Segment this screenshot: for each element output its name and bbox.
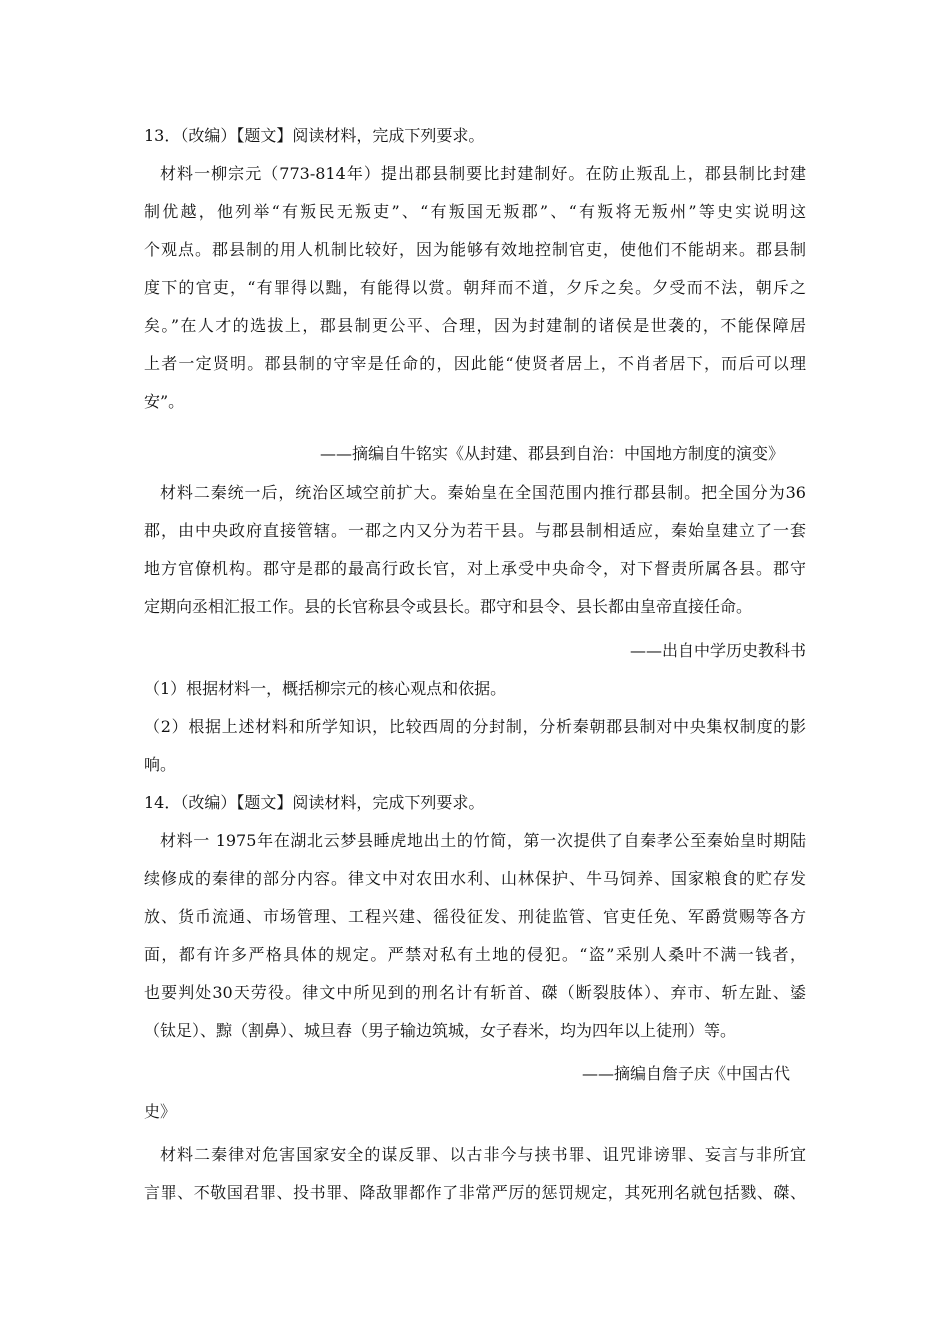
q14-material1-line: （钛足）、黥（割鼻）、城旦舂（男子输边筑城，女子舂米，均为四年以上徒刑）等。	[144, 1021, 737, 1040]
q14-material1-source: ——摘编自詹子庆《中国古代	[581, 1064, 790, 1083]
q13-material1-line: 度下的官吏，“有罪得以黜，有能得以赏。朝拜而不道，夕斥之矣。夕受而不法，朝斥之	[144, 278, 806, 297]
q13-material1-line: 制优越，他列举“有叛民无叛吏”、“有叛国无叛郡”、“有叛将无叛州”等史实说明这	[144, 202, 806, 221]
q13-material2-line: 地方官僚机构。郡守是郡的最高行政长官，对上承受中央命令，对下督责所属各县。郡守	[144, 559, 806, 578]
q13-material1-source: ——摘编自牛铭实《从封建、郡县到自治：中国地方制度的演变》	[320, 444, 785, 463]
q13-subquestion-1: （1）根据材料一，概括柳宗元的核心观点和依据。	[144, 679, 507, 698]
q13-material1-line: 个观点。郡县制的用人机制比较好，因为能够有效地控制官吏，使他们不能胡来。郡县制	[144, 240, 806, 259]
q14-material1-line: 面，都有许多严格具体的规定。严禁对私有土地的侵犯。“盗”采别人桑叶不满一钱者，	[144, 945, 806, 964]
q13-material2-source: ——出自中学历史教科书	[629, 641, 806, 660]
q13-material2-line: 材料二秦统一后，统治区域空前扩大。秦始皇在全国范围内推行郡县制。把全国分为36	[160, 483, 806, 502]
q13-material1-line: 安”。	[144, 392, 185, 411]
q14-material2-line: 材料二秦律对危害国家安全的谋反罪、以古非今与挟书罪、诅咒诽谤罪、妄言与非所宜	[160, 1145, 806, 1164]
q14-material1-source-cont: 史》	[144, 1102, 177, 1121]
q13-material1-line: 材料一柳宗元（773-814年）提出郡县制要比封建制好。在防止叛乱上，郡县制比封建	[160, 164, 806, 183]
q13-subquestion-2: （2）根据上述材料和所学知识，比较西周的分封制，分析秦朝郡县制对中央集权制度的影	[144, 717, 806, 736]
question-14-title: 14．（改编）【题文】阅读材料，完成下列要求。	[144, 793, 485, 812]
q14-material2-line: 言罪、不敬国君罪、投书罪、降敌罪都作了非常严厉的惩罚规定，其死刑名就包括戮、磔、	[144, 1183, 806, 1202]
q13-material1-line: 矣。”在人才的选拔上，郡县制更公平、合理，因为封建制的诸侯是世袭的，不能保障居	[144, 316, 806, 335]
q14-material1-line: 也要判处30天劳役。律文中所见到的刑名计有斩首、磔（断裂肢体）、弃市、斩左趾、鋈	[144, 983, 806, 1002]
question-13-title: 13．（改编）【题文】阅读材料，完成下列要求。	[144, 126, 485, 145]
q13-subquestion-2-cont: 响。	[144, 755, 177, 774]
q14-material1-line: 材料一 1975年在湖北云梦县睡虎地出土的竹简，第一次提供了自秦孝公至秦始皇时期陆	[160, 831, 806, 850]
q13-material1-line: 上者一定贤明。郡县制的守宰是任命的，因此能“使贤者居上，不肖者居下，而后可以理	[144, 354, 806, 373]
q14-material1-line: 续修成的秦律的部分内容。律文中对农田水利、山林保护、牛马饲养、国家粮食的贮存发	[144, 869, 806, 888]
q13-material2-line: 郡，由中央政府直接管辖。一郡之内又分为若干县。与郡县制相适应，秦始皇建立了一套	[144, 521, 806, 540]
q13-material2-line: 定期向丞相汇报工作。县的长官称县令或县长。郡守和县令、县长都由皇帝直接任命。	[144, 597, 753, 616]
q14-material1-line: 放、货币流通、市场管理、工程兴建、徭役征发、刑徒监管、官吏任免、军爵赏赐等各方	[144, 907, 806, 926]
